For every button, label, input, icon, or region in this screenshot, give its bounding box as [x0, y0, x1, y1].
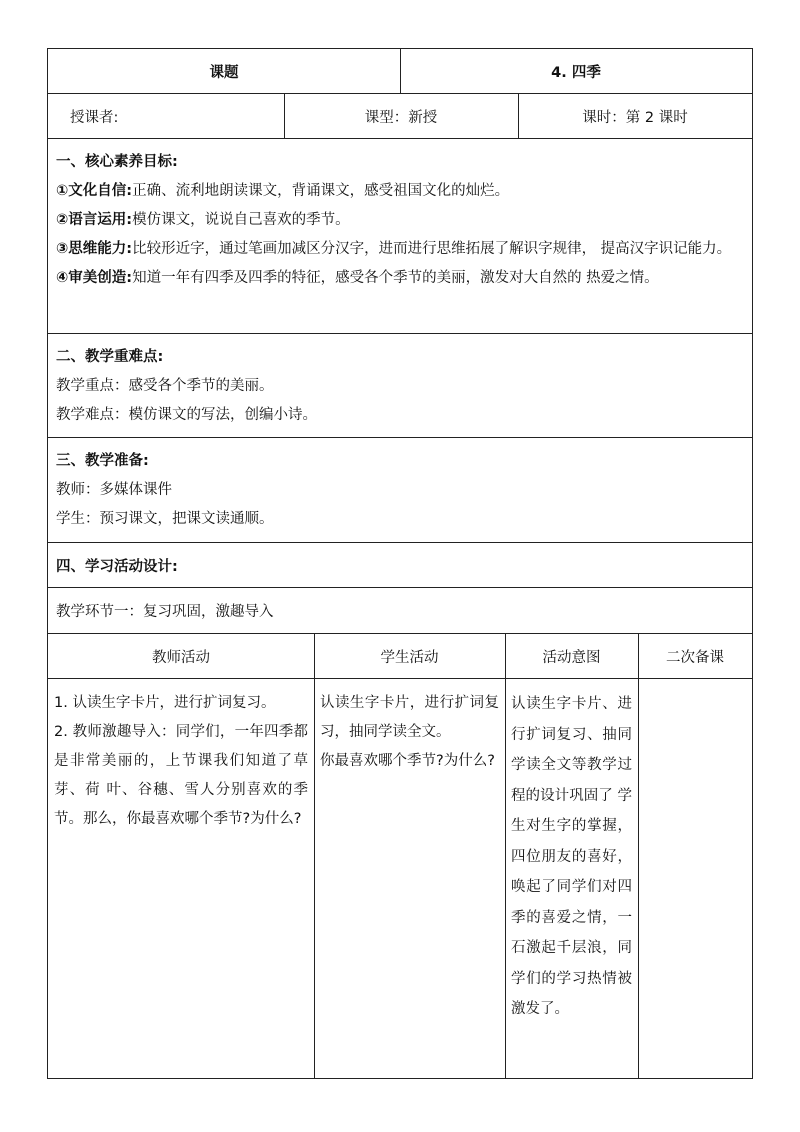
teaching-focus: 教学重点：感受各个季节的美丽。 — [56, 378, 274, 394]
col-secondary-prep: 二次备课 — [666, 649, 724, 666]
goal-label: ②语言运用: — [56, 212, 133, 228]
goal-text: 模仿课文，说说自己喜欢的季节。 — [132, 212, 350, 228]
intent-cell — [505, 679, 638, 1078]
lesson-type: 课型：新授 — [364, 109, 438, 126]
topic-value: 4. 四季 — [551, 64, 601, 81]
goal-label: ④审美创造: — [56, 270, 133, 286]
topic-label: 课题 — [209, 64, 239, 81]
lesson-period: 课时：第 2 课时 — [582, 109, 688, 126]
goal-item — [56, 206, 744, 235]
goals-title: 一、核心素养目标: — [56, 154, 178, 170]
goal-item — [56, 264, 744, 293]
student-activity-item: 认读生字卡片，进行扩词复习，抽同学读全文。 — [320, 695, 499, 740]
activity-stage: 教学环节一：复习巩固，激趣导入 — [47, 588, 753, 634]
key-points-title: 二、教学重难点: — [56, 349, 164, 365]
secondary-prep-cell — [638, 679, 752, 1078]
student-activity-item: 你最喜欢哪个季节?为什么? — [320, 753, 495, 769]
teacher-activity-cell — [48, 679, 314, 1078]
goal-label: ①文化自信: — [56, 183, 133, 199]
teacher-activity-item: 2. 教师激趣导入：同学们，一年四季都是非常美丽的，上节课我们知道了草芽、荷 叶、谷穗、雪人分别喜欢的季节。那么，你最喜欢哪个季节?为什么? — [54, 724, 308, 827]
goals-section — [47, 139, 753, 334]
goal-item — [56, 177, 744, 206]
activity-body-row — [47, 679, 753, 1079]
col-intent: 活动意图 — [542, 649, 601, 666]
preparation-section — [47, 438, 753, 543]
col-student-activity: 学生活动 — [380, 649, 439, 666]
meta-row — [47, 94, 753, 139]
preparation-student: 学生：预习课文，把课文读通顺。 — [56, 511, 274, 527]
goal-item — [56, 235, 744, 264]
intent-text: 认读生字卡片、进行扩词复习、抽同学读全文等教学过程的设计巩固了 学生对生字的掌握，四位朋友的喜好，唤起了同学们对四季的喜爱之情，一石激起千层浪，同学们的学习热情被激发了。 — [511, 696, 632, 1017]
activity-header-row — [47, 634, 753, 679]
goal-text: 比较形近字，通过笔画加减区分汉字，进而进行思维拓展了解识字规律， 提高汉字识记能力。 — [132, 241, 732, 257]
activity-title: 四、学习活动设计: — [47, 543, 753, 588]
key-points-section — [47, 334, 753, 438]
goal-label: ③思维能力: — [56, 241, 133, 257]
col-teacher-activity: 教师活动 — [152, 649, 210, 666]
teacher-activity-item: 1. 认读生字卡片，进行扩词复习。 — [54, 695, 276, 711]
goal-text: 正确、流利地朗读课文，背诵课文，感受祖国文化的灿烂。 — [132, 183, 510, 199]
lesson-plan-table — [47, 48, 753, 1079]
goal-text: 知道一年有四季及四季的特征，感受各个季节的美丽，激发对大自然的 热爱之情。 — [132, 270, 659, 286]
preparation-teacher: 教师：多媒体课件 — [56, 482, 172, 498]
topic-row — [47, 48, 753, 94]
teaching-difficulty: 教学难点：模仿课文的写法，创编小诗。 — [56, 407, 317, 423]
preparation-title: 三、教学准备: — [56, 453, 149, 469]
teacher-field: 授课者: — [70, 109, 119, 126]
student-activity-cell — [314, 679, 505, 1078]
